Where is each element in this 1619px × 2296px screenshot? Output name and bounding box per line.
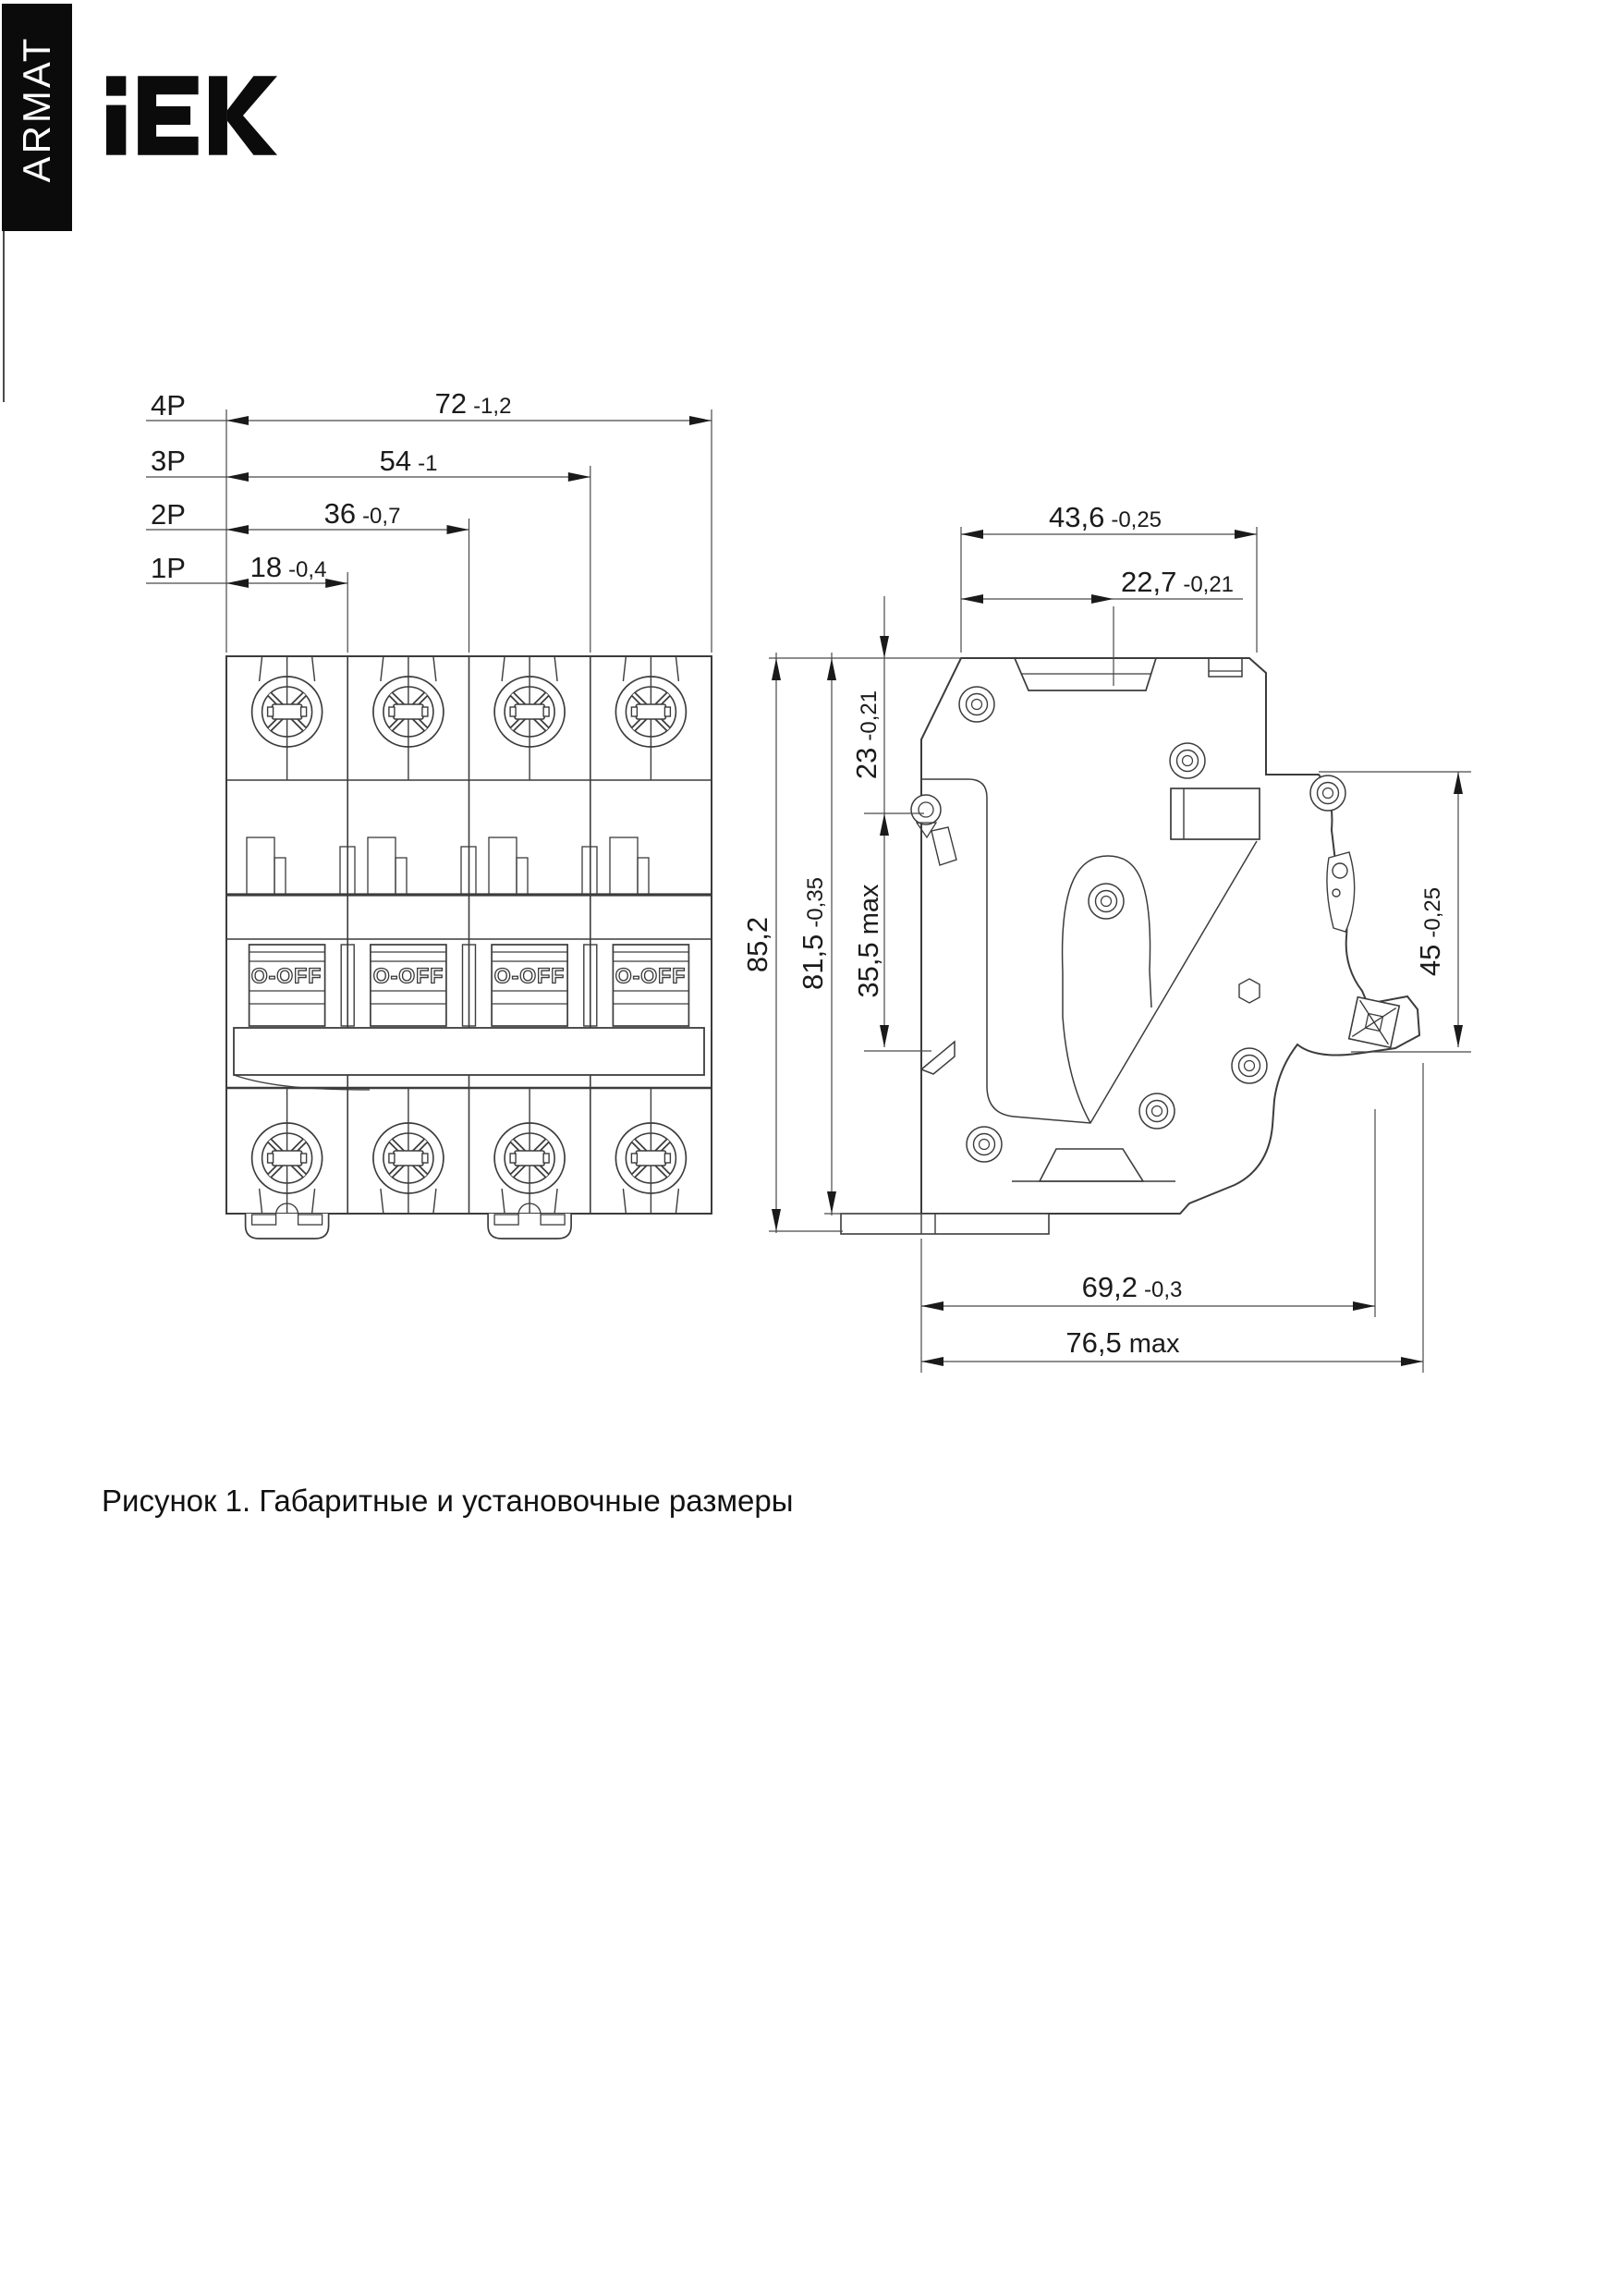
toggle-off-label: O-OFF [493,963,566,988]
dim-side-width [1049,501,1162,534]
mid-clip-tabs [247,837,649,895]
dim-value: 81,5 [797,934,829,991]
pole-count-label-4p: 4P [151,389,186,421]
side-body-outline [921,658,1419,1214]
side-view-drawing [841,658,1419,1234]
dim-top-to-latch [850,690,883,779]
pole-count-label-1p: 1P [151,552,186,584]
toggle-off-label: O-OFF [615,963,687,988]
armat-brand-label: ARMAT [15,35,58,183]
dim-body-height [797,877,830,990]
figure-caption: Рисунок 1. Габаритные и установочные размеры [102,1484,794,1518]
dim-value: 23 [850,747,883,780]
dim-value: 54 [379,445,412,477]
dim-value: 72 [434,387,468,420]
release-lever [1327,852,1355,932]
dim-depth [1082,1271,1183,1304]
toggle-off-label: O-OFF [372,963,444,988]
dim-value: 45 [1414,944,1446,977]
pole-count-label-2p: 2P [151,498,186,531]
dim-value: 69,2 [1081,1271,1138,1303]
dim-tolerance: -1 [418,451,438,476]
dim-tolerance: -0,21 [1183,572,1235,597]
dim-tolerance: -0,4 [288,557,327,582]
dim-value: 76,5 [1065,1326,1122,1359]
dim-depth-max [1065,1326,1179,1360]
dim-value: 85,2 [741,916,773,973]
dim-value: 36 [323,497,357,530]
pole-count-label-3p: 3P [151,445,186,477]
dim-handle-offset [1121,566,1234,599]
dim-terminal-zone [1414,887,1447,976]
dim-tolerance: -0,25 [1420,886,1445,938]
dim-value: 18 [250,551,283,583]
toggle-off-label: O-OFF [250,963,323,988]
dim-suffix: max [1128,1329,1180,1359]
front-view-drawing [226,656,712,1239]
dim-width-3p [380,445,438,478]
handle-tie-bar [234,1028,704,1075]
dim-total-height [741,917,774,972]
dim-value: 43,6 [1048,501,1105,533]
dim-suffix: max [855,884,884,935]
dim-width-4p [435,387,512,421]
dim-value: 22,7 [1120,566,1177,598]
clamp-screw [1349,997,1400,1048]
dim-rail-zone [852,884,885,997]
dim-tolerance: -0,7 [362,504,401,529]
dim-tolerance: -1,2 [473,394,512,419]
dim-tolerance: -0,21 [857,690,882,741]
dim-width-1p [250,551,327,584]
dim-tolerance: -0,25 [1111,507,1163,532]
dim-tolerance: -0,3 [1143,1277,1183,1302]
din-clip [841,1214,1049,1234]
dim-tolerance: -0,35 [803,876,828,928]
dim-width-2p [324,497,401,531]
dim-value: 35,5 [852,942,884,998]
